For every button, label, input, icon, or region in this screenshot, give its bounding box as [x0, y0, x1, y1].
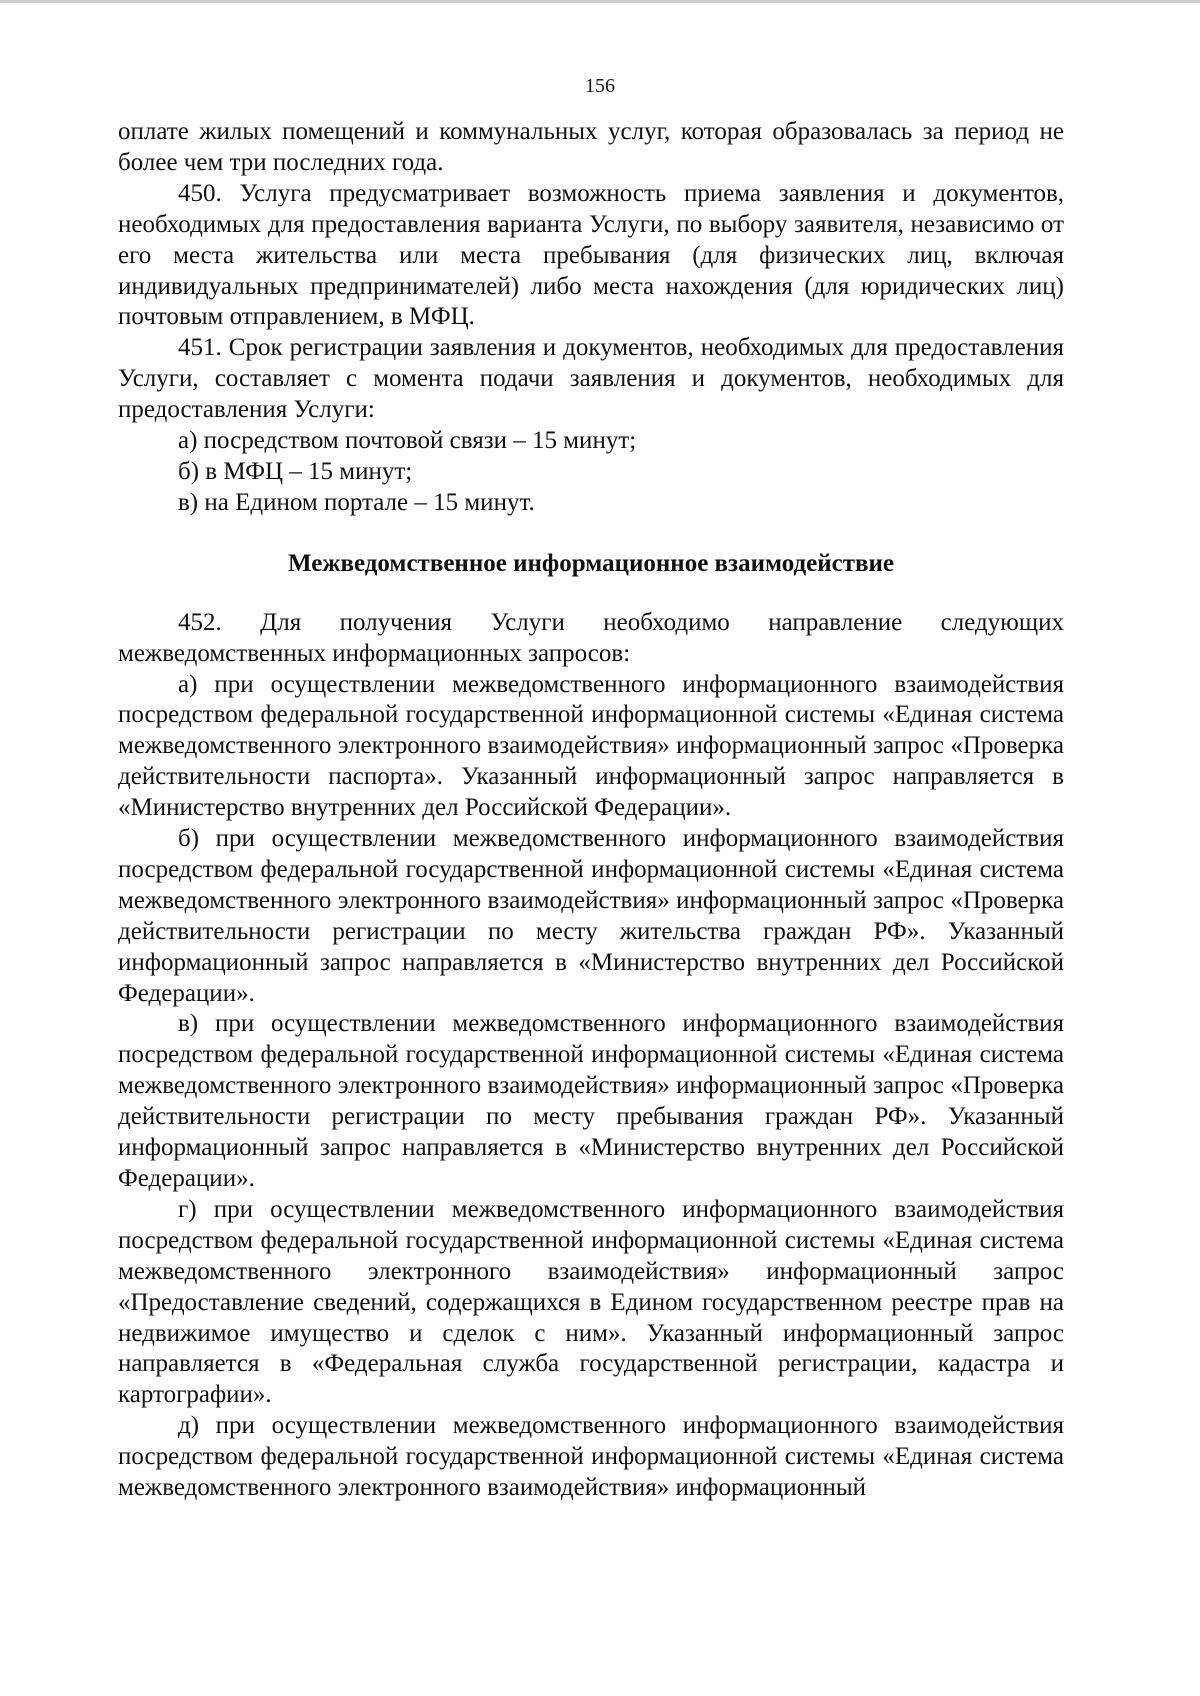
- list-item-a: а) посредством почтовой связи – 15 минут;: [178, 427, 637, 455]
- subparagraph-a: а) при осуществлении межведомственного информационного взаимодействия посредством федеральной государственной информационной системы «Единая система межведомственного электронного взаимодействия» информационный запрос «Проверка действительности паспорта». Указанный информационный запрос направляется в «Министерство внутренних дел Российской Федерации».: [118, 670, 1064, 822]
- paragraph-451: 451. Срок регистрации заявления и документов, необходимых для предоставления Услуги, составляет с момента подачи заявления и документов, необходимых для предоставления Услуги:: [118, 334, 1064, 424]
- subparagraph-b: б) при осуществлении межведомственного информационного взаимодействия посредством федеральной государственной информационной системы «Единая система межведомственного электронного взаимодействия» информационный запрос «Проверка действительности регистрации по месту жительства граждан РФ». Указанный информационный запрос направляется в «Министерство внутренних дел Российской Федерации».: [118, 825, 1064, 1007]
- document-body: [118, 117, 1064, 1504]
- paragraph-450: 450. Услуга предусматривает возможность приема заявления и документов, необходимых для предоставления варианта Услуги, по выбору заявителя, независимо от его места жительства или места пребывания (для физических лиц, включая индивидуальных предпринимателей) либо места нахождения (для юридических лиц) почтовым отправлением, в МФЦ.: [118, 179, 1064, 331]
- subparagraph-g: г) при осуществлении межведомственного информационного взаимодействия посредством федеральной государственной информационной системы «Единая система межведомственного электронного взаимодействия» информационный запрос «Предоставление сведений, содержащихся в Едином государственном реестре прав на недвижимое имущество и сделок с ним». Указанный информационный запрос направляется в «Федеральная служба государственной регистрации, кадастра и картографии».: [118, 1195, 1064, 1409]
- paragraph-452: 452. Для получения Услуги необходимо направление следующих межведомственных информационных запросов:: [118, 608, 1064, 667]
- list-item-v: в) на Едином портале – 15 минут.: [178, 488, 535, 516]
- page-top-edge: [0, 0, 1200, 3]
- section-heading: Межведомственное информационное взаимодействие: [288, 549, 894, 577]
- subparagraph-d: д) при осуществлении межведомственного информационного взаимодействия посредством федеральной государственной информационной системы «Единая система межведомственного электронного взаимодействия» информационный: [118, 1412, 1064, 1502]
- paragraph-continuation: оплате жилых помещений и коммунальных услуг, которая образовалась за период не более чем три последних года.: [118, 118, 1064, 176]
- page-number: 156: [585, 75, 615, 97]
- list-item-b: б) в МФЦ – 15 минут;: [178, 457, 413, 485]
- subparagraph-v: в) при осуществлении межведомственного информационного взаимодействия посредством федеральной государственной информационной системы «Единая система межведомственного электронного взаимодействия» информационный запрос «Проверка действительности регистрации по месту пребывания граждан РФ». Указанный информационный запрос направляется в «Министерство внутренних дел Российской Федерации».: [118, 1010, 1064, 1192]
